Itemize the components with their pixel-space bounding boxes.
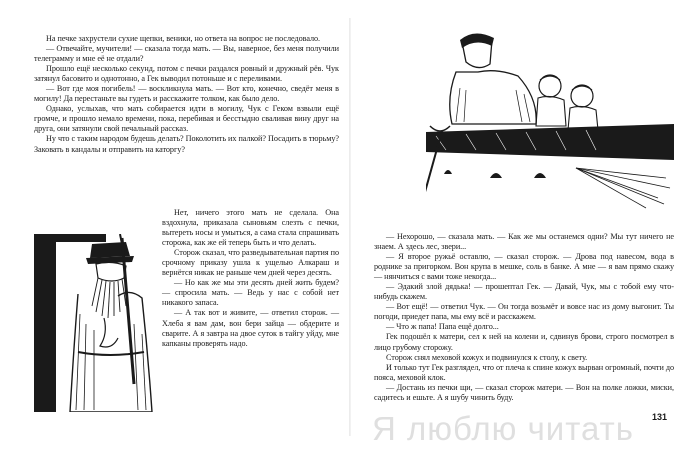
- paragraph: — А так вот и живите, — ответил сторож. — Хлеба я вам дам, вон бери зайца — обдерите и сварите. А я завтра на двое суток в тайгу уйду, мне капканы проверять надо.: [162, 308, 339, 348]
- paragraph: На печке захрустели сухие щепки, веники, но ответа на вопрос не последовало.: [46, 34, 321, 43]
- paragraph: — Достань из печки щи, — сказал сторож матери. — Вон на полке ложки, миски, садитесь и ешьте. А я шубу чинить буду.: [374, 382, 674, 402]
- paragraph: Прошло ещё несколько секунд, потом с печки раздался ровный и дружный рёв. Чук затянул басовито и однотонно, а Гек выводил потоньше и с переливами.: [34, 64, 339, 84]
- paragraph: — Я второе ружьё оставлю, — сказал сторож. — Дрова под навесом, вода в роднике за пригорком. Вон крупа в мешке, соль в банке. А мне — я вам прямо скажу — нянчиться с вами тоже некогда...: [374, 252, 674, 282]
- left-page-lower: [34, 208, 339, 408]
- watchman-drawing: [34, 234, 158, 412]
- right-page-text: [374, 232, 674, 403]
- paragraph: — Но как же мы эти десять дней жить будем? — спросила мать. — Ведь у нас с собой нет никакого запаса.: [162, 278, 339, 308]
- page-number: 131: [652, 412, 668, 422]
- paragraph: Сторож сказал, что разведывательная партия по срочному приказу ушла к ущелью Алкараш и вернётся никак не раньше чем дней через десять.: [162, 248, 339, 278]
- paragraph: — Вот где моя погибель! — воскликнула мать. — Вот кто, конечно, сведёт меня в могилу! Да перестаньте вы гудеть и расскажите толком, как было дело.: [34, 84, 339, 104]
- paragraph: Нет, ничего этого мать не сделала. Она вздохнула, приказала сыновьям слезть с печки, вытереть носы и умыться, а сама стала спрашивать сторожа, как же ей теперь быть и что делать.: [162, 208, 339, 248]
- paragraph: — Эдакий злой дядька! — прошептал Гек. — Давай, Чук, мы с тобой ему что-нибудь скажем.: [374, 282, 674, 302]
- paragraph: — Отвечайте, мучители! — сказала тогда мать. — Вы, наверное, без меня получили телеграмму и мне её не отдали?: [34, 44, 339, 64]
- mother-children-drawing: [426, 28, 674, 210]
- paragraph: Однако, услыхав, что мать собирается идти в могилу, Чук с Геком взвыли ещё громче, и прошло немало времени, пока, перебивая и бесстыдно сваливая вину друг на друга, они затянули свой печальный рассказ.: [34, 104, 339, 134]
- left-page-top-text: [34, 34, 339, 155]
- left-page-column-text: [162, 208, 339, 349]
- paragraph: Гек подошёл к матери, сел к ней на колени и, сдвинув брови, строго посмотрел в лицо грубому сторожу.: [374, 332, 674, 352]
- page-gutter: [349, 18, 351, 436]
- paragraph: Ну что с таким народом будешь делать? Поколотить их палкой? Посадить в тюрьму? Заковать в кандалы и отправить на каторгу?: [34, 134, 339, 154]
- paragraph: Сторож снял меховой кожух и подвинулся к столу, к свету.: [386, 352, 588, 362]
- paragraph: — Что ж папа! Папа ещё долго...: [386, 322, 499, 332]
- paragraph: И только тут Гек разглядел, что от плеча к спине кожух вырван огромный, почти до пояса, меховой клок.: [374, 362, 674, 382]
- watchman-illustration: [34, 234, 158, 412]
- stove-children-illustration: [426, 28, 674, 210]
- paragraph: — Вот ещё! — ответил Чук. — Он тогда возьмёт и вовсе нас из дому выгонит. Ты погоди, приедет папа, мы ему всё и расскажем.: [374, 302, 674, 322]
- paragraph: — Нехорошо, — сказала мать. — Как же мы останемся одни? Мы тут ничего не знаем. А здесь лес, звери...: [374, 232, 674, 252]
- watermark-text: Я люблю читать: [372, 410, 634, 447]
